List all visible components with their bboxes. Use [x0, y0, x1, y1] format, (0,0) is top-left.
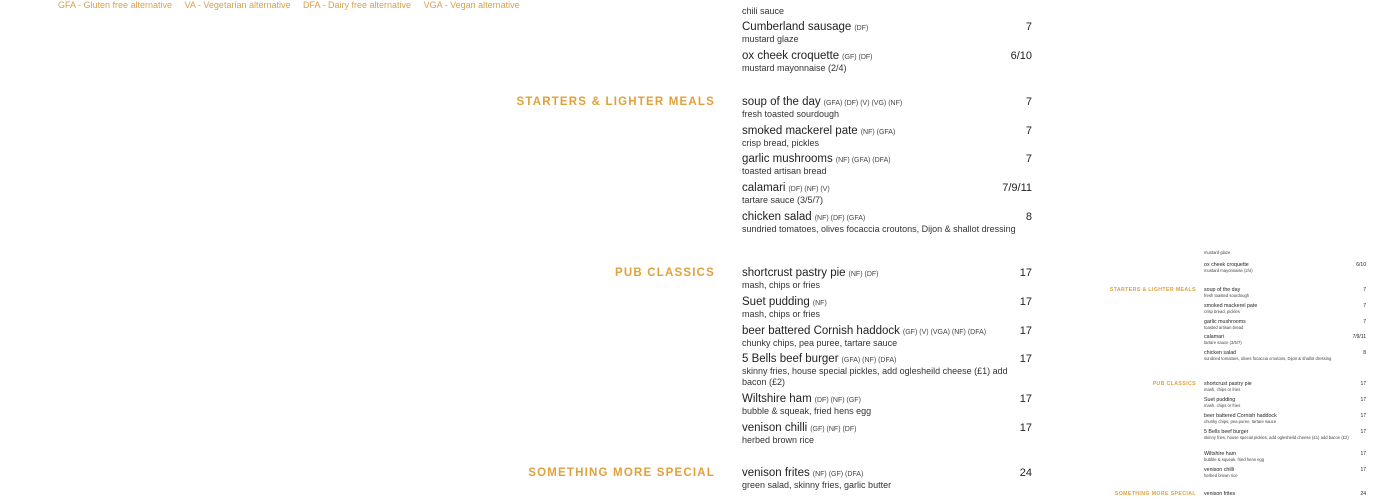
preview-item-price: 17: [1360, 429, 1366, 435]
item-tags: (GFA) (NF) (DFA): [841, 357, 897, 364]
preview-item-description: mustard mayonnaise (2/4): [1204, 268, 1253, 273]
preview-item-name: shortcrust pastry pie: [1204, 381, 1252, 387]
item-name: ox cheek croquette: [742, 50, 840, 62]
item-price: 17: [1019, 393, 1032, 405]
item-name: shortcrust pastry pie: [742, 267, 846, 279]
item-name: Suet pudding: [742, 296, 810, 308]
item-tags: (NF): [812, 300, 827, 307]
item-price: 7/9/11: [1002, 182, 1032, 194]
preview-section-title: SOMETHING MORE SPECIAL: [1114, 491, 1196, 497]
preview-item-name: ox cheek croquette: [1204, 262, 1249, 268]
item-tags: (GF) (DF): [842, 54, 873, 61]
menu-item: [742, 325, 1032, 349]
item-price: 17: [1019, 353, 1032, 365]
menu-item: [742, 211, 1032, 235]
preview-item-description: crisp bread, pickles: [1204, 309, 1240, 314]
preview-item: [1204, 319, 1366, 330]
preview-item-description: bubble & squeak, fried hens egg: [1204, 457, 1265, 462]
item-description: mash, chips or fries: [742, 280, 821, 290]
menu-item: [742, 182, 1032, 206]
preview-item-price: 7/9/11: [1352, 334, 1366, 340]
preview-item-name: chicken salad: [1204, 350, 1237, 356]
preview-item-description: fresh toasted sourdough: [1204, 293, 1250, 298]
item-name: beer battered Cornish haddock: [742, 325, 900, 337]
item-description: mash, chips or fries: [742, 309, 821, 319]
preview-item: [1204, 491, 1366, 497]
item-description: toasted artisan bread: [742, 166, 827, 176]
preview-item-description: skinny fries, house special pickles, add oglesheild cheese (£1) add bacon (£2): [1204, 435, 1349, 440]
legend-va: VA - Vegetarian alternative: [184, 0, 291, 10]
item-tags: (NF) (GFA): [860, 129, 896, 136]
item-name: Wiltshire ham: [742, 393, 812, 405]
preview-item-price: 17: [1360, 451, 1366, 457]
menu-item: [742, 267, 1032, 291]
preview-item-price: 17: [1360, 381, 1366, 387]
menu-item: [742, 96, 1032, 120]
item-name: soup of the day: [742, 96, 821, 108]
section-title-something-special: SOMETHING MORE SPECIAL: [528, 467, 715, 479]
preview-item: [1204, 451, 1366, 462]
preview-item-description: mash, chips or fries: [1204, 403, 1241, 408]
preview-item-name: Wiltshire ham: [1204, 451, 1237, 457]
item-tags: (DF): [854, 25, 869, 32]
item-tags: (GF) (NF) (DF): [810, 426, 857, 433]
preview-section-title: STARTERS & LIGHTER MEALS: [1109, 287, 1196, 293]
preview-item-name: garlic mushrooms: [1204, 319, 1246, 325]
legend-dfa: DFA - Dairy free alternative: [303, 0, 412, 10]
preview-item-price: 6/10: [1356, 262, 1366, 268]
preview-item-name: beer battered Cornish haddock: [1204, 413, 1277, 419]
item-tags: (GFA) (DF) (V) (VG) (NF): [823, 100, 903, 107]
item-price: 7: [1025, 153, 1032, 165]
item-tags: (NF) (DF): [848, 271, 879, 278]
item-description: chili sauce: [742, 6, 785, 16]
item-price: 17: [1019, 422, 1032, 434]
item-tags: (DF) (NF) (V): [788, 186, 830, 193]
preview-item: [1204, 413, 1366, 424]
preview-item-name: 5 Bells beef burger: [1204, 429, 1249, 435]
item-name: 5 Bells beef burger: [742, 353, 839, 365]
preview-item: [1204, 429, 1366, 440]
preview-item: [1204, 287, 1366, 298]
preview-item-price: 7: [1363, 319, 1366, 325]
preview-item-name: Suet pudding: [1204, 397, 1236, 403]
preview-item-name: venison chilli: [1204, 467, 1235, 473]
item-description: tartare sauce (3/5/7): [742, 195, 824, 205]
menu-item: [742, 393, 1032, 417]
preview-item-price: 7: [1363, 303, 1366, 309]
item-name: venison frites: [742, 467, 810, 479]
preview-item-description: tartare sauce (3/5/7): [1204, 340, 1242, 345]
menu-preview-thumbnail: [1100, 248, 1368, 500]
item-description: fresh toasted sourdough: [742, 109, 840, 119]
item-description: crisp bread, pickles: [742, 138, 820, 148]
item-description: herbed brown rice: [742, 435, 815, 445]
item-name: smoked mackerel pate: [742, 125, 858, 137]
preview-item-price: 8: [1363, 350, 1366, 356]
preview-item: [1204, 334, 1366, 345]
dietary-legend: [58, 0, 530, 10]
menu-item: [742, 296, 1032, 320]
item-name: Cumberland sausage: [742, 21, 852, 33]
preview-item: [1204, 381, 1366, 392]
item-description: skinny fries, house special pickles, add oglesheild cheese (£1) add bacon (£2): [742, 366, 1008, 387]
item-tags: (GF) (V) (VGA) (NF) (DFA): [902, 329, 987, 336]
item-description: chunky chips, pea puree, tartare sauce: [742, 338, 898, 348]
legend-vga: VGA - Vegan alternative: [423, 0, 520, 10]
preview-section-title: PUB CLASSICS: [1152, 381, 1196, 387]
item-description: mustard glaze: [742, 34, 799, 44]
preview-item-price: 17: [1360, 467, 1366, 473]
item-price: 6/10: [1010, 50, 1032, 62]
preview-item: [1204, 397, 1366, 408]
item-price: 7: [1025, 21, 1032, 33]
preview-item-name: venison frites: [1204, 491, 1236, 497]
menu-item: [742, 467, 1032, 491]
item-tags: (NF) (GF) (DFA): [812, 471, 864, 478]
preview-item: [1204, 262, 1366, 273]
preview-item-price: 7: [1363, 287, 1366, 293]
preview-item: [1204, 303, 1366, 314]
item-description: mustard mayonnaise (2/4): [742, 63, 847, 73]
menu-item: [742, 21, 1032, 45]
menu-item: [742, 353, 1032, 388]
section-title-starters: STARTERS & LIGHTER MEALS: [516, 96, 715, 108]
menu-item: [742, 5, 1032, 17]
item-tags: (NF) (DF) (GFA): [814, 215, 866, 222]
preview-item-name: smoked mackerel pate: [1204, 303, 1258, 309]
preview-item-description: herbed brown rice: [1204, 473, 1238, 478]
preview-item-description: chunky chips, pea puree, tartare sauce: [1204, 419, 1277, 424]
legend-gfa: GFA - Gluten free alternative: [58, 0, 173, 10]
item-description: bubble & squeak, fried hens egg: [742, 406, 872, 416]
item-name: chicken salad: [742, 211, 812, 223]
menu-item: [742, 153, 1032, 177]
item-price: 7: [1025, 96, 1032, 108]
section-title-pub-classics: PUB CLASSICS: [614, 267, 715, 279]
preview-item-name: soup of the day: [1204, 287, 1241, 293]
item-tags: (DF) (NF) (GF): [814, 397, 861, 404]
item-name: venison chilli: [742, 422, 808, 434]
preview-item-price: 17: [1360, 397, 1366, 403]
item-tags: (NF) (GFA) (DFA): [835, 157, 891, 164]
preview-item-description: mustard glaze: [1204, 250, 1231, 255]
menu-item: [742, 50, 1032, 74]
item-price: 7: [1025, 125, 1032, 137]
item-name: calamari: [742, 182, 786, 194]
preview-item-description: mash, chips or fries: [1204, 387, 1241, 392]
preview-item: [1204, 250, 1366, 255]
preview-item-description: sundried tomatoes, olives focaccia croutons, Dijon & shallot dressing: [1204, 356, 1332, 361]
preview-item-description: toasted artisan bread: [1204, 325, 1244, 330]
menu-item: [742, 422, 1032, 446]
item-price: 17: [1019, 296, 1032, 308]
menu-item: [742, 125, 1032, 149]
preview-item-price: 17: [1360, 413, 1366, 419]
item-description: green salad, skinny fries, garlic butter: [742, 480, 892, 490]
item-description: sundried tomatoes, olives focaccia croutons, Dijon & shallot dressing: [742, 224, 1016, 234]
preview-item: [1204, 467, 1366, 478]
item-price: 24: [1019, 467, 1032, 479]
item-price: 17: [1019, 325, 1032, 337]
preview-item-price: 24: [1360, 491, 1366, 497]
item-price: 8: [1025, 211, 1032, 223]
item-name: garlic mushrooms: [742, 153, 833, 165]
preview-item-name: calamari: [1204, 334, 1225, 340]
item-price: 17: [1019, 267, 1032, 279]
preview-item: [1204, 350, 1366, 361]
